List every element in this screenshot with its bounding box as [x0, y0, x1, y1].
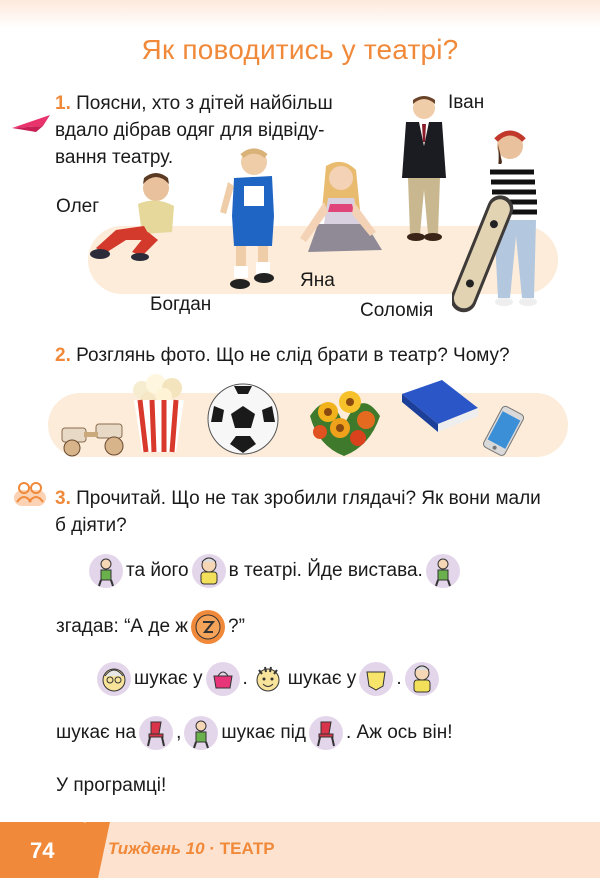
story-text-4d: . Аж ось він!: [345, 722, 453, 743]
name-solomiia: Соломія: [360, 300, 434, 321]
book-icon: [398, 376, 480, 434]
handbag-picture: [206, 662, 240, 696]
chair-picture: [309, 716, 343, 750]
flowers-icon: [300, 376, 388, 460]
story-text-4a: шукає на: [56, 722, 137, 743]
page-number: 74: [30, 838, 55, 863]
story-line-1: [86, 553, 463, 589]
task-3-text: [55, 485, 555, 539]
red-arrow-icon: [10, 112, 54, 134]
binoculars-icon: [56, 414, 130, 458]
grandma-picture: [192, 554, 226, 588]
page-header-band: [0, 0, 600, 28]
task-2-text: [55, 342, 510, 369]
story-text-3c: шукає у: [287, 668, 357, 689]
grandma-picture: [405, 662, 439, 696]
child-oleg-photo: [86, 170, 186, 262]
story-text-3a: шукає у: [134, 668, 203, 689]
story-text-3b: .: [242, 668, 248, 689]
grandson-face-picture: [251, 662, 285, 696]
program-picture: [191, 610, 225, 644]
child-ivan-photo: [396, 94, 452, 244]
grandson-picture: [426, 554, 460, 588]
soccer-ball-icon: [206, 382, 280, 456]
task-3-number: 3.: [55, 488, 71, 509]
popcorn-icon: [130, 374, 188, 454]
story-line-2: [56, 609, 245, 645]
task-3-question: Прочитай. Що не так зробили глядачі? Як вони мали б діяти?: [55, 488, 541, 536]
grandma-face-picture: [97, 662, 131, 696]
name-oleg: Олег: [56, 196, 100, 217]
footer-week: Тиждень 10: [108, 839, 205, 858]
story-text-1b: в театрі. Йде вистава.: [228, 560, 423, 581]
task-1-line-3: вання театру.: [55, 147, 174, 168]
story-text-3d: .: [396, 668, 402, 689]
child-bohdan-photo: [220, 146, 280, 296]
story-line-3: [94, 661, 442, 697]
smartphone-icon: [480, 404, 528, 456]
footer-separator: ·: [209, 839, 216, 858]
story-text-2a: згадав: “А де ж: [56, 616, 189, 637]
story-text-5: У програмці!: [56, 775, 167, 796]
story-text-1a: та його: [126, 560, 189, 581]
task-1-line-1: Поясни, хто з дітей найбільш: [76, 93, 333, 114]
story-text-2b: ?”: [228, 616, 245, 637]
page-title: Як поводитись у театрі?: [141, 34, 459, 65]
story-text-4c: шукає під: [221, 722, 306, 743]
task-2-number: 2.: [55, 345, 71, 366]
task-1-number: 1.: [55, 93, 71, 114]
child-yana-photo: [290, 158, 390, 262]
name-ivan: Іван: [448, 92, 485, 113]
task-1-line-2: вдало дібрав одяг для відвіду-: [55, 120, 325, 141]
story-line-4: [56, 715, 453, 751]
chair-picture: [139, 716, 173, 750]
footer-topic: ТЕАТР: [219, 839, 275, 858]
child-solomiia-photo: [452, 126, 552, 326]
name-bohdan: Богдан: [150, 294, 212, 315]
pair-work-icon: [14, 478, 46, 506]
grandson-picture: [184, 716, 218, 750]
footer-section-label: [108, 839, 275, 859]
story-text-4b: ,: [176, 722, 182, 743]
pocket-picture: [359, 662, 393, 696]
grandson-picture: [89, 554, 123, 588]
story-line-5: [56, 768, 166, 804]
name-yana: Яна: [300, 270, 335, 291]
task-2-question: Розглянь фото. Що не слід брати в театр? Чому?: [76, 345, 510, 366]
